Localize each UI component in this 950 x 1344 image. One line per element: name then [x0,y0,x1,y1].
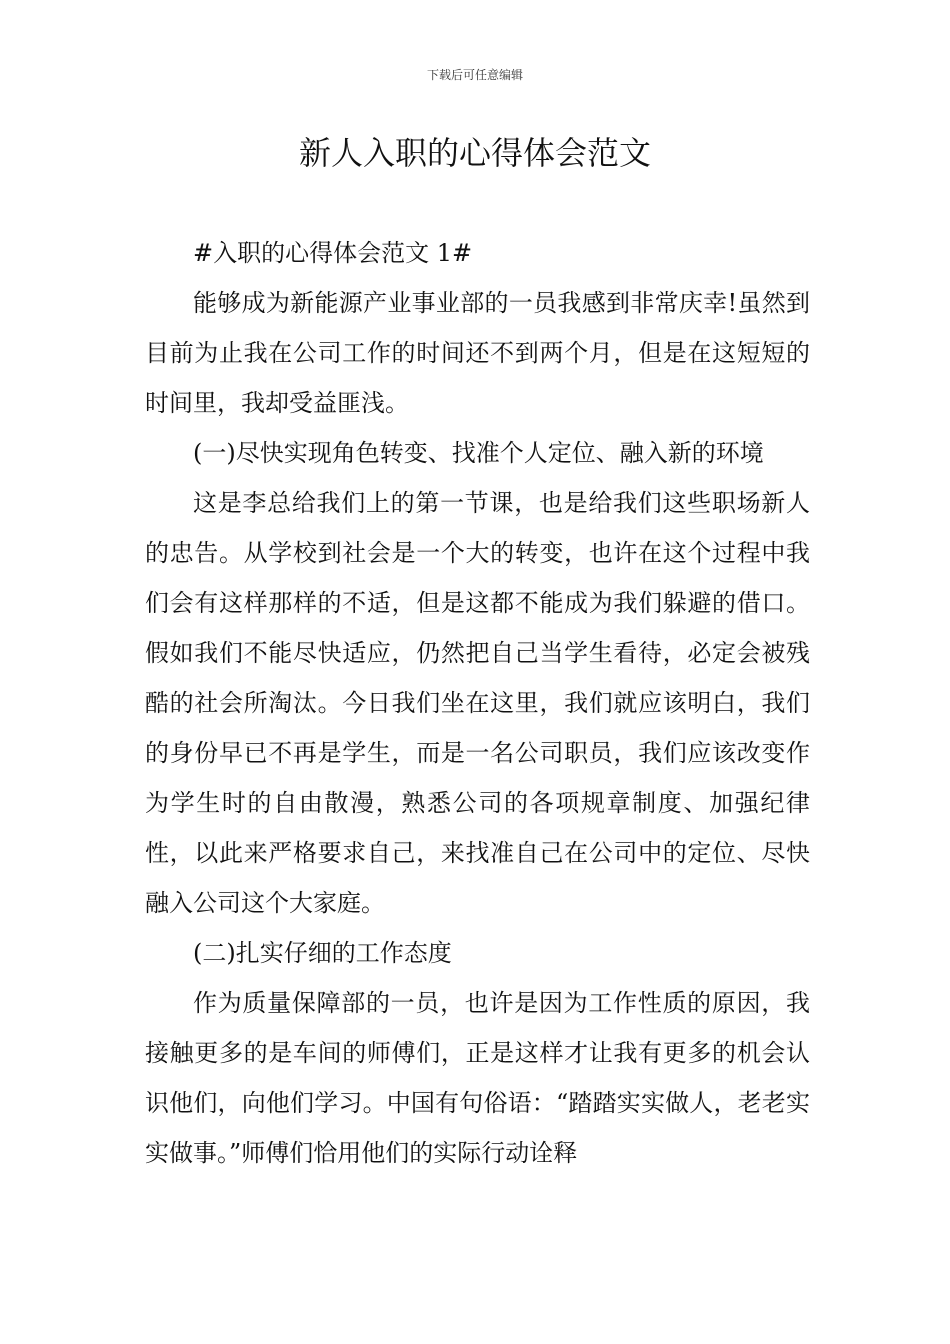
section-heading-1: #入职的心得体会范文 1# [193,239,473,267]
document-body [145,228,810,1178]
paragraph-role-change: 这是李总给我们上的第一节课，也是给我们这些职场新人的忠告。从学校到社会是一个大的转变，也许在这个过程中我们会有这样那样的不适，但是这都不能成为我们躲避的借口。假如我们不能尽快适应，仍然把自己当学生看待，必定会被残酷的社会所淘汰。今日我们坐在这里，我们就应该明白，我们的身份早已不再是学生，而是一名公司职员，我们应该改变作为学生时的自由散漫，熟悉公司的各项规章制度、加强纪律性，以此来严格要求自己，来找准自己在公司中的定位、尽快融入公司这个大家庭。 [145,489,810,917]
subheading-2: (二)扎实仔细的工作态度 [193,939,452,967]
paragraph-work-attitude: 作为质量保障部的一员，也许是因为工作性质的原因，我接触更多的是车间的师傅们，正是这样才让我有更多的机会认识他们，向他们学习。中国有句俗语：“踏踏实实做人，老老实实做事。”师傅们恰用他们的实际行动诠释 [145,989,810,1167]
paragraph-intro: 能够成为新能源产业事业部的一员我感到非常庆幸!虽然到目前为止我在公司工作的时间还不到两个月，但是在这短短的时间里，我却受益匪浅。 [145,289,810,417]
page-title: 新人入职的心得体会范文 [298,134,651,172]
header-note: 下载后可任意编辑 [426,68,523,82]
subheading-1: (一)尽快实现角色转变、找准个人定位、融入新的环境 [193,439,764,467]
